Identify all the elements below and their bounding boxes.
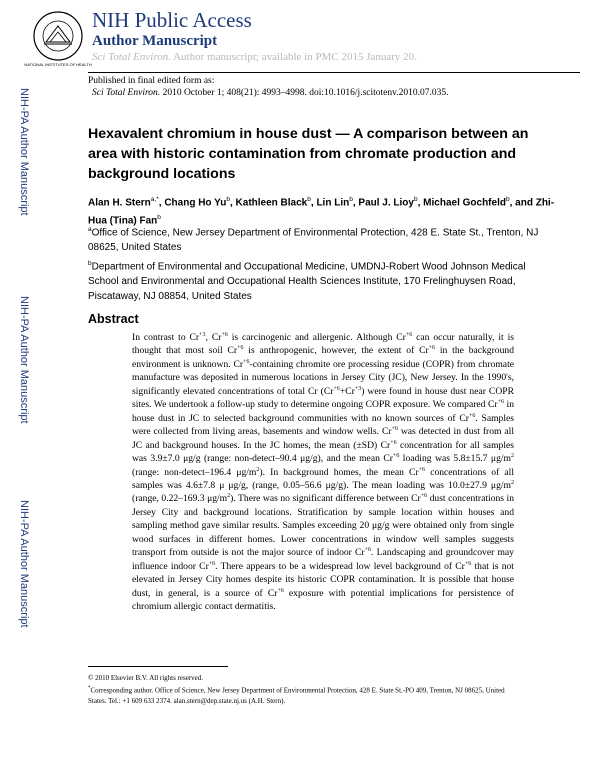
- abstract-heading: Abstract: [88, 312, 139, 326]
- author: Lin Lin: [316, 197, 350, 209]
- side-label-1: NIH-PA Author Manuscript: [18, 88, 30, 216]
- side-label-3: NIH-PA Author Manuscript: [18, 500, 30, 628]
- author: Zhi-Hua (Tina) Fan: [88, 197, 555, 227]
- author-manuscript-label: Author Manuscript: [92, 33, 218, 49]
- author: Alan H. Stern: [88, 197, 151, 209]
- public-access-title: NIH Public Access: [92, 8, 252, 32]
- abstract-body: In contrast to $Cr^{+3}$, $Cr^{+6}$ is carcinogenic and allergenic. Although $Cr^{+6}$ can occur naturally, it is thought that most soil $Cr^{+6}$ is anthropogenic, however, the extent of $Cr^{+6}$ in the background environment is unknown. $Cr^{+6}$-containing chromite ore processing residue (COPR) from chromate manufacture was deposited in numerous locations in Jersey City (JC), New Jersey. In the 1990's, significantly elevated concentrations of total Cr $(Cr^{+6}+Cr^{+3})$ were found in house dust near COPR sites. We undertook a follow-up study to determine ongoing COPR exposure. We compared $Cr^{+6}$ in house dust in JC to selected background communities with no known sources of $Cr^{+6}$. Samples were collected from living areas, basements and window wells. $Cr^{+6}$ was detected in dust from all JC and background houses. In the JC homes, the mean (±SD) $Cr^{+6}$ concentration for all samples was 3.9±7.0 μg/g (range: non-detect–90.4 μg/g), and the mean $Cr^{+6}$ loading was 5.8±15.7 $\mu g/m^2$ (range: non-detect–196.4 $\mu g/m^2$). In background homes, the mean $Cr^{+6}$ concentrations of all samples was 4.6±7.8 μ μg/g, (range, 0.05–56.6 μg/g). The mean loading was 10.0±27.9 $\mu g/m^2$ (range, 0.22–169.3 $\mu g/m^2$). There was no significant difference between $Cr^{+6}$ dust concentrations in Jersey City and background locations. Stratification by sample location within houses and sampling method gave similar results. Samples exceeding 20 μg/g were obtained only from single wood surfaces in different homes. Lower concentrations in window well samples suggests transport from outside is not the major source of indoor $Cr^{+6}$. Landscaping and groundcover may influence indoor $Cr^{+6}$. There appears to be a widespread low level background of $Cr^{+6}$ that is not elevated in Jersey City homes despite its historic COPR contamination. It is possible that house dust, in general, is a source of $Cr^{+6}$ exposure with potential implications for persistence of chromium allergic contact dermatitis.: [132, 331, 515, 613]
- affiliation-a: $^a$Office of Science, New Jersey Department of Environmental Protection, 428 E. State St., Trenton, NJ 08625, United States: [88, 226, 539, 254]
- author: Michael Gochfeld: [423, 197, 506, 209]
- nih-logo: [24, 6, 92, 70]
- journal-availability: [92, 50, 592, 64]
- affiliation-b: $^b$Department of Environmental and Occupational Medicine, UMDNJ-Robert Wood Johnson Medical School and Environmental and Occupational Health Sciences Institute, 170 Frelinghuysen Road, Piscataway, NJ 08854, United States: [88, 260, 526, 303]
- citation-details: 2010 October 1; 408(21): 4993–4998. doi:10.1016/j.scitotenv.2010.07.035.: [162, 88, 449, 98]
- journal-name: Sci Total Environ.: [92, 51, 171, 63]
- author: Kathleen Black: [235, 197, 308, 209]
- header: [92, 8, 592, 64]
- author: Chang Ho Yu: [164, 197, 227, 209]
- author-list: Alan H. Stern$^{a,*}$, Chang Ho Yu$^b$, Kathleen Black$^b$, Lin Lin$^b$, Paul J. Lioy$^b$, Michael Gochfeld$^b$, and Zhi-Hua (Tina) Fan$^b$: [88, 196, 555, 227]
- corresponding-author-note: *Corresponding author. Office of Science, New Jersey Department of Environmental Protection, 428 E. State St.-PO 409, Trenton, NJ 08625, United States. Tel.: +1 609 633 2374. alan.stern@dep.state.nj.us (A.H. Stern).: [88, 686, 505, 705]
- header-divider: [88, 72, 580, 73]
- citation-journal: Sci Total Environ.: [92, 88, 161, 98]
- copyright: © 2010 Elsevier B.V. All rights reserved.: [88, 674, 204, 682]
- side-label-2: NIH-PA Author Manuscript: [18, 296, 30, 424]
- paper-title: Hexavalent chromium in house dust — A comparison between an area with historic contamination from chromate production and background locations: [88, 126, 529, 182]
- svg-text:NATIONAL INSTITUTES OF HEALTH: NATIONAL INSTITUTES OF HEALTH: [24, 62, 92, 67]
- footnote-divider: [88, 666, 228, 667]
- author: Paul J. Lioy: [358, 197, 414, 209]
- citation: [92, 86, 449, 100]
- availability-note: Author manuscript; available in PMC 2015 January 20.: [173, 51, 417, 63]
- published-label: Published in final edited form as:: [88, 76, 215, 86]
